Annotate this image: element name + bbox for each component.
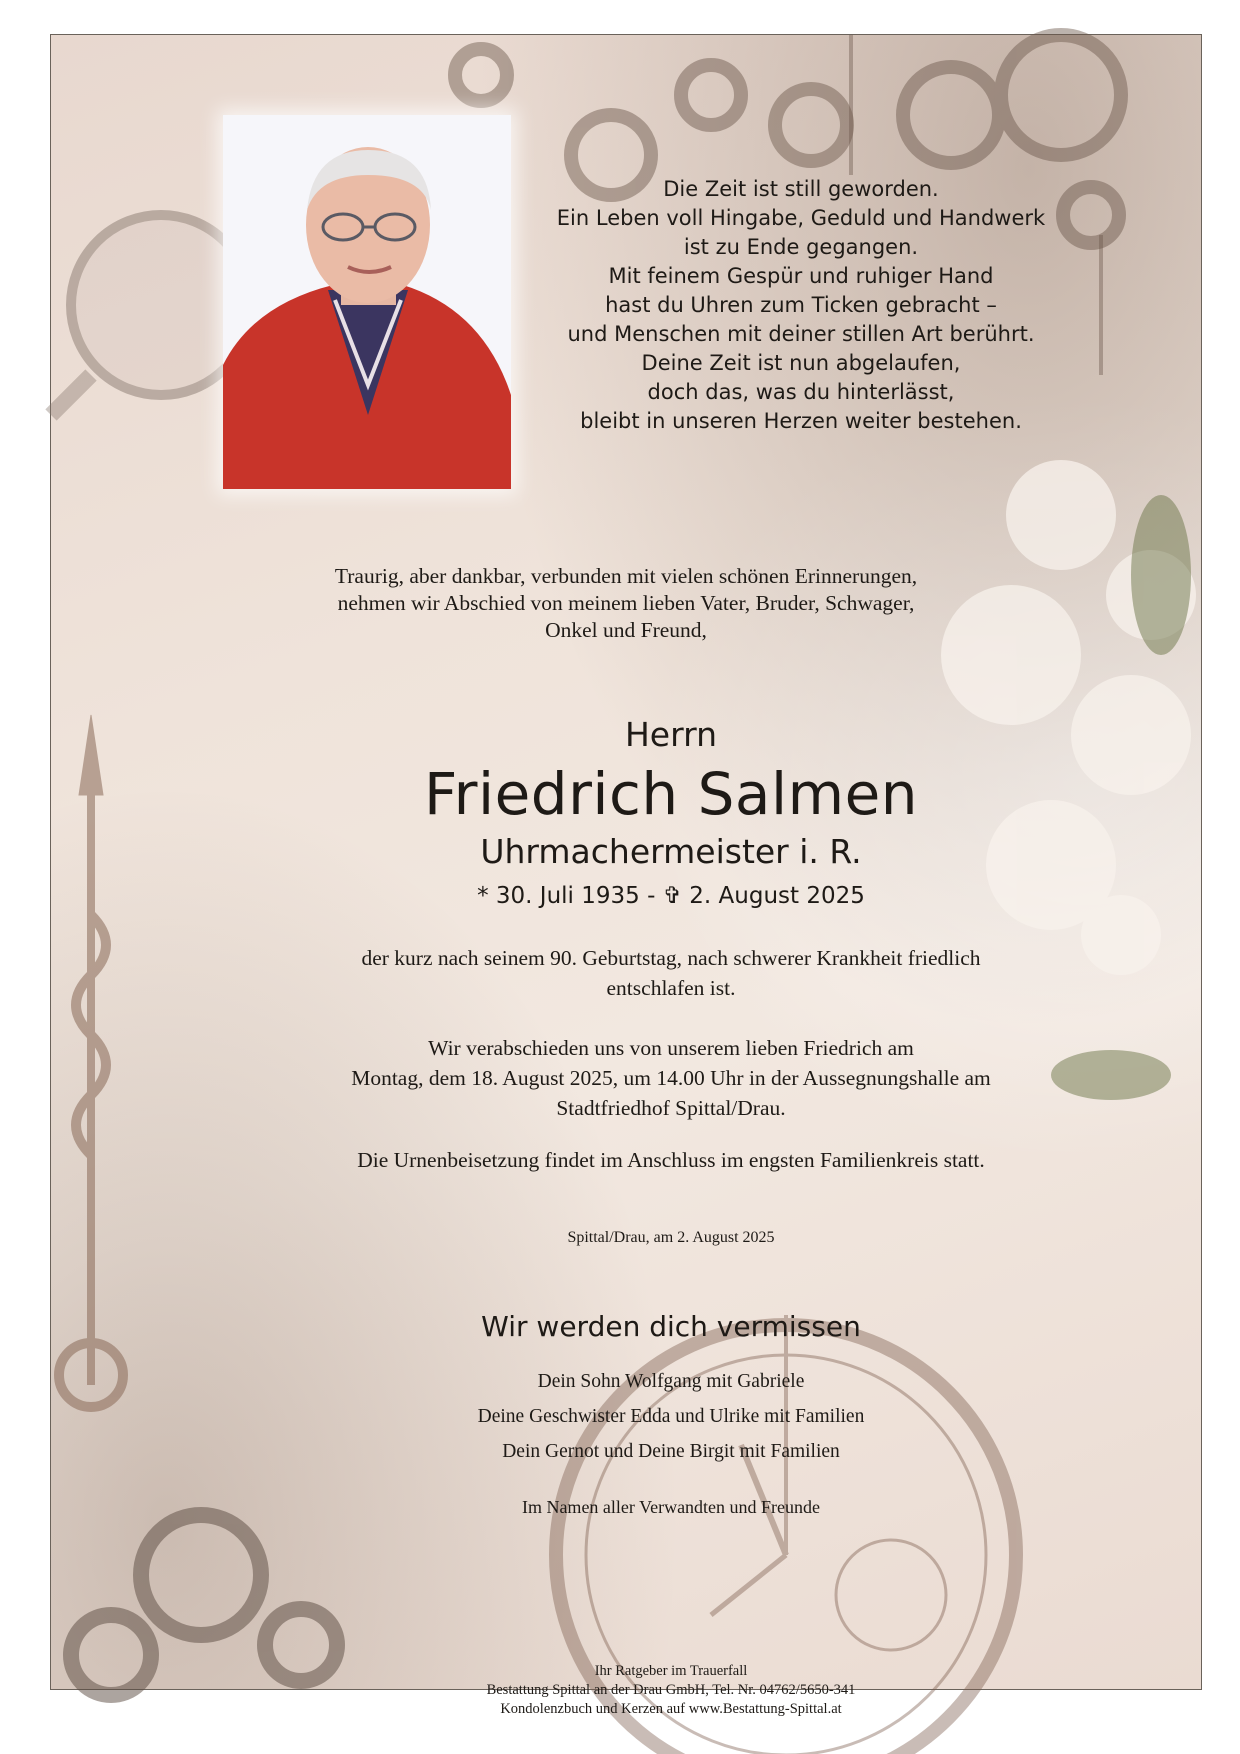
poem-line: Mit feinem Gespür und ruhiger Hand [608,264,994,288]
poem-line: bleibt in unseren Herzen weiter bestehen. [580,409,1022,433]
profession: Uhrmachermeister i. R. [480,832,862,871]
poem-line: doch das, was du hinterlässt, [647,380,955,404]
place-date: Spittal/Drau, am 2. August 2025 [567,1229,775,1246]
urn-text: Die Urnenbeisetzung findet im Anschluss im engsten Familienkreis statt. [357,1148,985,1172]
family-line: Dein Sohn Wolfgang mit Gabriele [537,1371,805,1392]
poem-line: Ein Leben voll Hingabe, Geduld und Handwerk [556,206,1046,230]
farewell-line: Wir verabschieden uns von unserem lieben Friedrich am [428,1036,914,1060]
clock-hand-icon [59,715,123,1407]
intro-line: nehmen wir Abschied von meinem lieben Vater, Bruder, Schwager, [337,591,915,615]
poem-line: Deine Zeit ist nun abgelaufen, [641,351,961,375]
on-behalf: Im Namen aller Verwandten und Freunde [521,1497,821,1517]
poem-line: hast du Uhren zum Ticken gebracht – [605,293,997,317]
funeral-home-footer [351,1662,991,1719]
poem [521,175,1081,436]
farewell-line: Stadtfriedhof Spittal/Drau. [556,1096,786,1120]
passing-line: entschlafen ist. [606,976,736,1000]
farewell-line: Montag, dem 18. August 2025, um 14.00 Uhr in der Aussegnungshalle am [351,1066,991,1090]
footer-line: Ihr Ratgeber im Trauerfall [594,1663,748,1679]
footer-line: Bestattung Spittal an der Drau GmbH, Tel. Nr. 04762/5650-341 [486,1682,856,1698]
poem-line: und Menschen mit deiner stillen Art berührt. [567,322,1035,346]
portrait-photo [223,115,511,489]
family-list [301,1364,1041,1469]
farewell-text [201,1033,1141,1123]
family-line: Dein Gernot und Deine Birgit mit Familien [502,1441,840,1462]
poem-line: ist zu Ende gegangen. [683,235,919,259]
intro-line: Onkel und Freund, [545,618,707,642]
life-dates: * 30. Juli 1935 - ✞ 2. August 2025 [477,883,865,909]
family-line: Deine Geschwister Edda und Ulrike mit Familien [477,1406,865,1427]
poem-line: Die Zeit ist still geworden. [663,177,939,201]
obituary-sheet [50,34,1202,1717]
footer-line: Kondolenzbuch und Kerzen auf www.Bestattung-Spittal.at [500,1701,842,1717]
passing-text [201,943,1141,1003]
intro-line: Traurig, aber dankbar, verbunden mit vielen schönen Erinnerungen, [334,564,918,588]
passing-line: der kurz nach seinem 90. Geburtstag, nach schwerer Krankheit friedlich [361,946,981,970]
intro-text [221,563,1031,644]
salutation: Herrn [624,715,717,754]
deceased-name: Friedrich Salmen [423,760,919,828]
miss-heading: Wir werden dich vermissen [481,1310,861,1343]
